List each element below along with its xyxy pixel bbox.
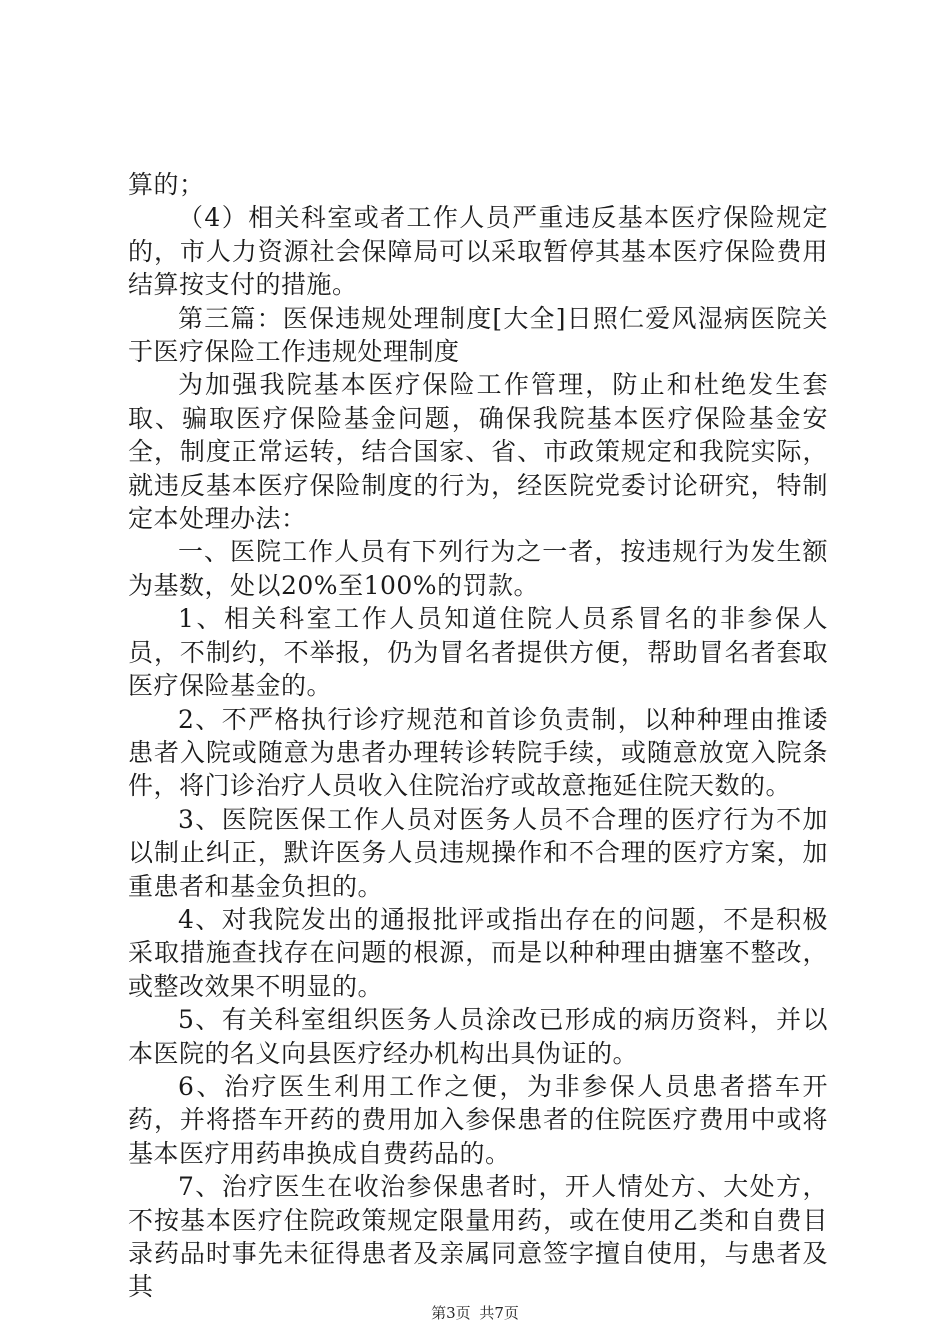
paragraph-6: 1、相关科室工作人员知道住院人员系冒名的非参保人员，不制约，不举报，仍为冒名者提供方便，帮助冒名者套取医疗保险基金的。 bbox=[128, 604, 828, 701]
paragraph-2: （4）相关科室或者工作人员严重违反基本医疗保险规定的，市人力资源社会保障局可以采取暂停其基本医疗保险费用结算按支付的措施。 bbox=[128, 203, 828, 300]
document-body bbox=[128, 168, 828, 1304]
paragraph-3: 第三篇：医保违规处理制度[大全]日照仁爱风湿病医院关于医疗保险工作违规处理制度 bbox=[128, 303, 828, 367]
page-footer bbox=[0, 1302, 950, 1323]
paragraph-8: 3、医院医保工作人员对医务人员不合理的医疗行为不加以制止纠正，默许医务人员违规操作和不合理的医疗方案，加重患者和基金负担的。 bbox=[128, 804, 828, 901]
paragraph-12: 7、治疗医生在收治参保患者时，开人情处方、大处方，不按基本医疗住院政策规定限量用药，或在使用乙类和自费目录药品时事先未征得患者及亲属同意签字擅自使用，与患者及其 bbox=[128, 1172, 828, 1302]
page-number: 第3页 bbox=[431, 1304, 471, 1322]
paragraph-10: 5、有关科室组织医务人员涂改已形成的病历资料，并以本医院的名义向县医疗经办机构出具伪证的。 bbox=[128, 1005, 828, 1068]
paragraph-5: 一、医院工作人员有下列行为之一者，按违规行为发生额为基数，处以20%至100%的罚款。 bbox=[128, 537, 828, 600]
paragraph-1: 算的； bbox=[128, 170, 205, 199]
paragraph-7: 2、不严格执行诊疗规范和首诊负责制，以种种理由推诿患者入院或随意为患者办理转诊转院手续，或随意放宽入院条件，将门诊治疗人员收入住院治疗或故意拖延住院天数的。 bbox=[128, 704, 828, 801]
page-total: 共7页 bbox=[479, 1304, 519, 1322]
paragraph-11: 6、治疗医生利用工作之便，为非参保人员患者搭车开药，并将搭车开药的费用加入参保患者的住院医疗费用中或将基本医疗用药串换成自费药品的。 bbox=[128, 1071, 828, 1168]
paragraph-9: 4、对我院发出的通报批评或指出存在的问题，不是积极采取措施查找存在问题的根源，而是以种种理由搪塞不整改，或整改效果不明显的。 bbox=[128, 904, 828, 1001]
paragraph-4: 为加强我院基本医疗保险工作管理，防止和杜绝发生套取、骗取医疗保险基金问题，确保我院基本医疗保险基金安全，制度正常运转，结合国家、省、市政策规定和我院实际，就违反基本医疗保险制度的行为，经医院党委讨论研究，特制定本处理办法： bbox=[128, 370, 828, 534]
